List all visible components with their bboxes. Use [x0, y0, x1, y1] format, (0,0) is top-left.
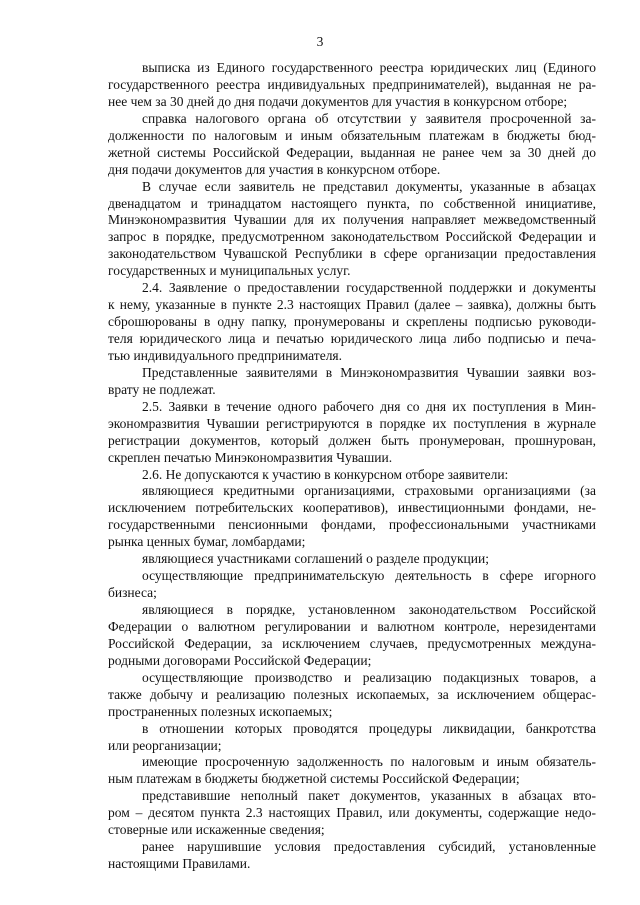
text-line: запрос в порядке, предусмотренном законодательством Российской Федерации и [108, 229, 596, 245]
text-line: настоящими Правилами. [108, 856, 251, 872]
paragraph [108, 399, 596, 467]
text-line: дня подачи документов для участия в конкурсном отборе. [108, 161, 441, 177]
text-line: государственных и муниципальных услуг. [108, 263, 351, 279]
paragraph [108, 551, 596, 568]
text-line: исключением потребительских кооперативов), инвестиционными фондами, не- [108, 500, 596, 516]
text-line: Минэкономразвития Чувашии для их получения направляет межведомственный [108, 212, 596, 228]
text-line: бизнеса; [108, 585, 157, 601]
text-line: 2.6. Не допускаются к участию в конкурсном отборе заявители: [142, 466, 509, 482]
text-line: законодательством Чувашской Республики в сфере организации предоставления [108, 246, 596, 262]
text-line: врату не подлежат. [108, 381, 216, 397]
text-line: 2.5. Заявки в течение одного рабочего дня со дня их поступления в Мин- [142, 398, 596, 414]
text-line: представившие неполный пакет документов, указанных в абзацах вто- [142, 788, 596, 804]
text-line: являющиеся в порядке, установленном законодательством Российской [142, 602, 596, 617]
text-line: долженности по налоговым и иным обязательным платежам в бюджеты бюд- [108, 127, 596, 143]
text-line: ром – десятом пункта 2.3 настоящих Правил, или документы, содержащие недо- [108, 805, 596, 821]
text-line: пространенных полезных ископаемых; [108, 703, 333, 719]
text-line: жетной системы Российской Федерации, выданная не ранее чем за 30 дней до [108, 144, 596, 160]
text-line: рынка ценных бумаг, ломбардами; [108, 534, 306, 550]
text-line: В случае если заявитель не представил документы, указанные в абзацах [142, 178, 596, 194]
paragraph [108, 754, 596, 788]
text-line: теля юридического лица и печатью юридического лица либо подписью и печа- [108, 331, 596, 346]
text-line: экономразвития Чувашии регистрируются в порядке их поступления в журнале [108, 415, 596, 431]
text-line: или реорганизации; [108, 737, 222, 753]
paragraph [108, 179, 596, 281]
text-line: осуществляющие производство и реализацию подакцизных товаров, а [142, 669, 596, 685]
paragraph [108, 483, 596, 551]
text-line: нее чем за 30 дней до дня подачи документов для участия в конкурсном отборе; [108, 93, 568, 109]
text-line: ранее нарушившие условия предоставления субсидий, установленные [142, 839, 596, 855]
text-line: 2.4. Заявление о предоставлении государственной поддержки и документы [142, 280, 596, 296]
text-line: являющиеся кредитными организациями, страховыми организациями (за [142, 483, 596, 499]
page-number: 3 [316, 34, 324, 49]
text-line: являющиеся участниками соглашений о разделе продукции; [142, 551, 489, 567]
paragraph [108, 839, 596, 873]
paragraph [108, 788, 596, 839]
text-line: сброшюрованы в одну папку, пронумерованы и скреплены подписью руководи- [108, 314, 596, 330]
text-line: осуществляющие предпринимательскую деятельность в сфере игорного [142, 568, 596, 584]
paragraph [108, 568, 596, 602]
text-line: Российской Федерации, за исключением случаев, предусмотренных междуна- [108, 635, 596, 651]
text-line: справка налогового органа об отсутствии у заявителя просроченной за- [142, 110, 596, 126]
text-line: ным платежам в бюджеты бюджетной системы Российской Федерации; [108, 771, 520, 787]
text-line: скреплен печатью Минэкономразвития Чувашии. [108, 449, 393, 465]
text-line: также добычу и реализацию полезных ископаемых, за исключением общерас- [108, 686, 596, 702]
text-line: выписка из Единого государственного реестра юридических лиц (Единого [142, 60, 596, 75]
paragraph [108, 365, 596, 399]
text-line: государственными пенсионными фондами, профессиональными участниками [108, 517, 596, 533]
paragraph [108, 280, 596, 365]
text-line: в отношении которых проводятся процедуры ликвидации, банкротства [142, 720, 596, 736]
text-line: двенадцатом и тринадцатом настоящего пункта, по собственной инициативе, [108, 195, 596, 211]
text-line: Представленные заявителями в Минэкономразвития Чувашии заявки воз- [142, 364, 596, 380]
document-body [108, 60, 596, 873]
text-line: регистрации документов, который должен быть пронумерован, прошнурован, [108, 432, 596, 448]
paragraph [108, 467, 596, 484]
text-line: тью индивидуального предпринимателя. [108, 347, 343, 363]
paragraph [108, 721, 596, 755]
paragraph [108, 60, 596, 111]
paragraph [108, 670, 596, 721]
paragraph [108, 602, 596, 670]
text-line: имеющие просроченную задолженность по налоговым и иным обязатель- [142, 754, 596, 770]
text-line: родными договорами Российской Федерации; [108, 652, 372, 668]
text-line: стоверные или искаженные сведения; [108, 822, 325, 838]
text-line: государственного реестра индивидуальных предпринимателей), выданная не ра- [108, 76, 596, 92]
text-line: к нему, указанные в пункте 2.3 настоящих Правил (далее – заявка), должны быть [108, 297, 596, 313]
paragraph [108, 111, 596, 179]
text-line: Федерации о валютном регулировании и валютном контроле, нерезидентами [108, 618, 596, 634]
